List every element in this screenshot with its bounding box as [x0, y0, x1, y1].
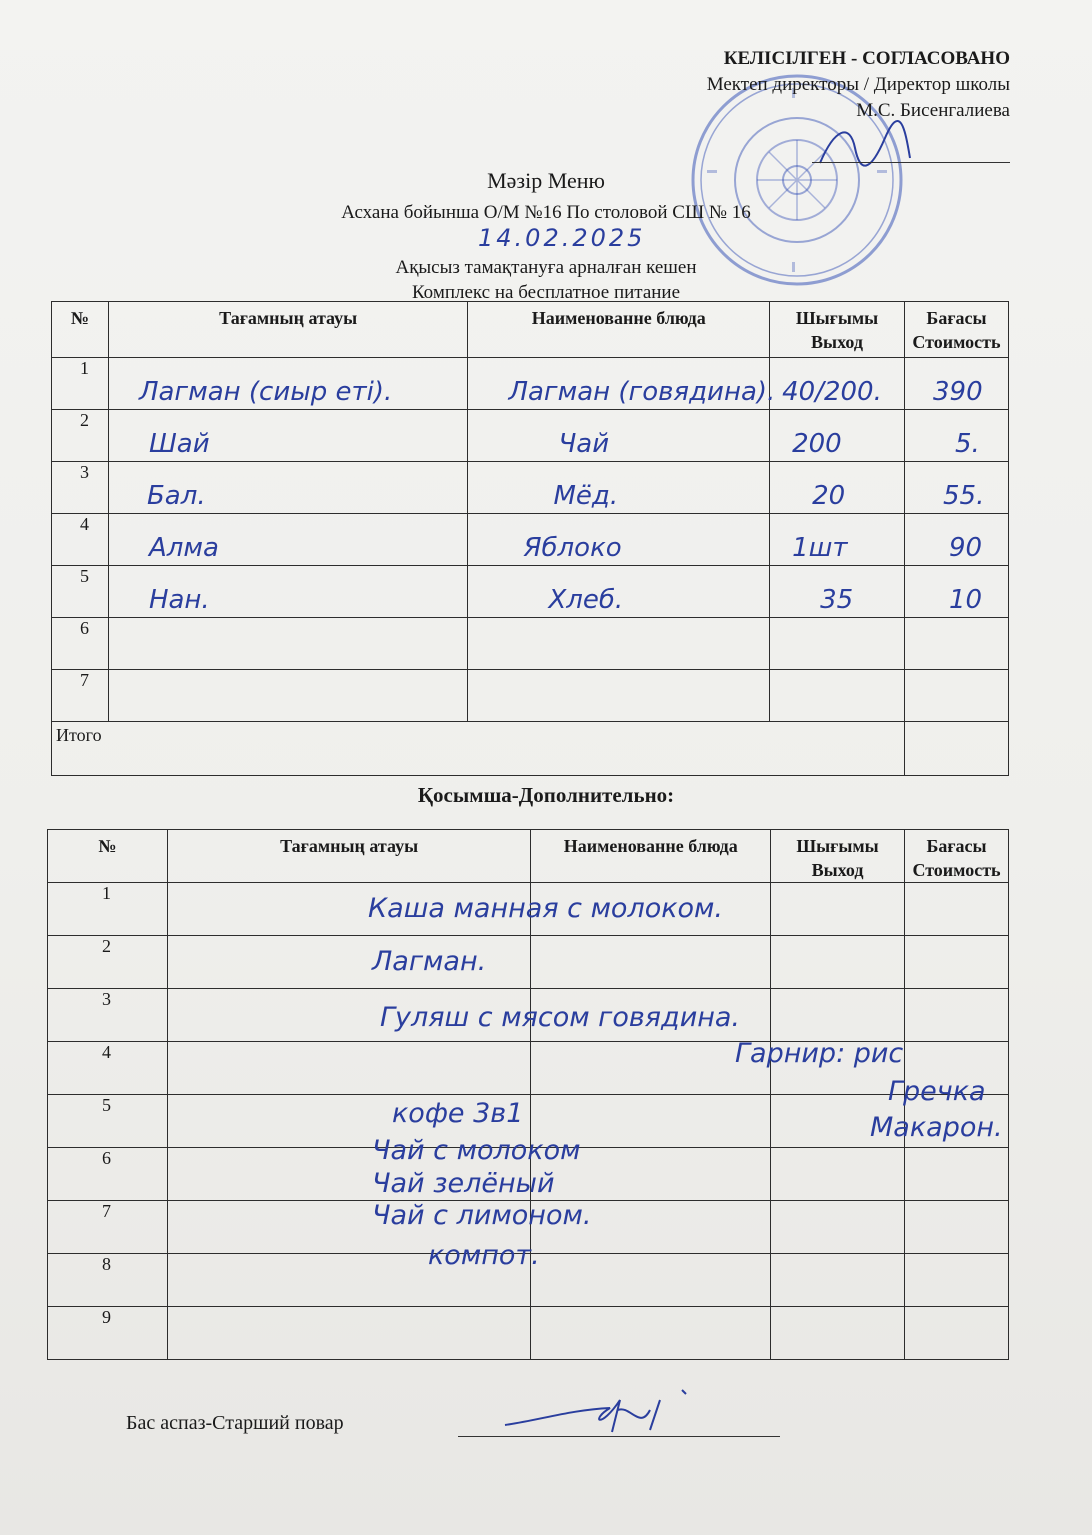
cell-name-kz — [108, 566, 467, 618]
approval-position: Мектеп директоры / Директор школы — [706, 74, 1010, 95]
handwritten-text: Алма — [148, 533, 219, 563]
row-number: 3 — [48, 989, 168, 1042]
row-number: 1 — [48, 883, 168, 936]
row-number: 7 — [52, 670, 109, 722]
cell — [531, 1307, 771, 1360]
cell — [905, 1148, 1009, 1201]
page-subtitle: Асхана бойынша О/М №16 По столовой СШ № 16 — [341, 202, 751, 223]
handwritten-text: Гречка — [888, 1076, 986, 1107]
cell-yield — [770, 566, 905, 618]
cell-price — [904, 358, 1008, 410]
header-yield: Шығымы Выход — [770, 302, 905, 358]
cell — [905, 1254, 1009, 1307]
chef-signature — [500, 1380, 720, 1440]
cell-price — [904, 670, 1008, 722]
page-title: Мәзір Меню — [487, 168, 605, 193]
handwritten-text: Макарон. — [870, 1112, 1003, 1143]
header-name-kz: Тағамның атауы — [167, 830, 530, 883]
cell-name-kz — [108, 618, 467, 670]
header-name-ru: Наименованне блюда — [531, 830, 771, 883]
row-number: 4 — [52, 514, 109, 566]
handwritten-text: 5. — [954, 429, 980, 459]
handwritten-text: Чай — [558, 429, 610, 459]
header-yield: Шығымы Выход — [771, 830, 905, 883]
header-name-kz: Тағамның атауы — [108, 302, 467, 358]
header-price: Бағасы Стоимость — [904, 302, 1008, 358]
total-row — [52, 722, 1009, 776]
cell — [905, 936, 1009, 989]
handwritten-text: Нан. — [148, 585, 210, 615]
row-number: 3 — [52, 462, 109, 514]
row-number: 2 — [48, 936, 168, 989]
table-row — [52, 358, 1009, 410]
handwritten-text: Гуляш с мясом говядина. — [380, 1002, 741, 1033]
cell-yield — [770, 358, 905, 410]
cell-yield — [770, 410, 905, 462]
total-value — [904, 722, 1008, 776]
handwritten-text: 40/200. — [782, 377, 882, 407]
cell-name-ru — [468, 410, 770, 462]
cell — [771, 989, 905, 1042]
row-number: 4 — [48, 1042, 168, 1095]
table-row — [52, 566, 1009, 618]
row-number: 2 — [52, 410, 109, 462]
table-row — [48, 1307, 1009, 1360]
handwritten-text: кофе 3в1 — [392, 1098, 524, 1129]
handwritten-text: компот. — [428, 1240, 540, 1271]
handwritten-text: 390 — [932, 377, 983, 407]
cell — [771, 1148, 905, 1201]
header-num: № — [48, 830, 168, 883]
table-row — [52, 514, 1009, 566]
footer-label: Бас аспаз-Старший повар — [126, 1412, 344, 1434]
handwritten-text: 90 — [948, 533, 983, 563]
table-row — [52, 410, 1009, 462]
approval-name: М.С. Бисенгалиева — [856, 100, 1010, 121]
approval-block — [707, 46, 1010, 124]
complex-title-ru: Комплекс на бесплатное питание — [411, 282, 681, 303]
cell — [771, 1254, 905, 1307]
handwritten-text: Шай — [148, 429, 210, 459]
handwritten-text: Гарнир: рис — [735, 1038, 904, 1069]
cell — [167, 1307, 530, 1360]
cell — [771, 883, 905, 936]
cell-name-kz — [108, 462, 467, 514]
cell-price — [904, 410, 1008, 462]
cell — [531, 1254, 771, 1307]
table-header-row — [48, 830, 1009, 883]
row-number: 9 — [48, 1307, 168, 1360]
handwritten-text: Лагман (говядина). — [508, 377, 776, 407]
handwritten-text: Чай с молоком — [372, 1135, 581, 1166]
cell-yield — [770, 670, 905, 722]
row-number: 7 — [48, 1201, 168, 1254]
table-row — [52, 670, 1009, 722]
cell-yield — [770, 462, 905, 514]
header-name-ru: Наименованне блюда — [468, 302, 770, 358]
handwritten-text: 20 — [812, 481, 846, 511]
cell — [531, 936, 771, 989]
cell-yield — [770, 618, 905, 670]
table-row — [52, 462, 1009, 514]
row-number: 5 — [52, 566, 109, 618]
cell-name-ru — [468, 462, 770, 514]
main-menu-table — [51, 301, 1009, 776]
approval-title: КЕЛІСІЛГЕН - СОГЛАСОВАНО — [723, 48, 1010, 69]
cell — [771, 936, 905, 989]
cell-yield — [770, 514, 905, 566]
handwritten-text: 200 — [792, 429, 842, 459]
total-label: Итого — [52, 722, 905, 776]
cell-name-ru — [468, 670, 770, 722]
cell-price — [904, 566, 1008, 618]
cell-price — [904, 618, 1008, 670]
handwritten-text: 55. — [942, 481, 985, 511]
handwritten-text: Яблоко — [523, 533, 622, 563]
cell-name-ru — [468, 618, 770, 670]
table-header-row — [52, 302, 1009, 358]
cell — [905, 1307, 1009, 1360]
cell-name-kz — [108, 670, 467, 722]
handwritten-text: Бал. — [146, 481, 206, 511]
cell-price — [904, 514, 1008, 566]
cell — [771, 1307, 905, 1360]
row-number: 5 — [48, 1095, 168, 1148]
cell-name-kz — [108, 358, 467, 410]
handwritten-text: 10 — [948, 585, 983, 615]
header-num: № — [52, 302, 109, 358]
cell-price — [904, 462, 1008, 514]
handwritten-text: 1шт — [792, 533, 848, 563]
handwritten-text: Лагман. — [372, 946, 487, 977]
cell-name-ru — [468, 566, 770, 618]
table-row — [48, 936, 1009, 989]
director-signature-line — [812, 162, 1010, 163]
handwritten-text: Лагман (сиыр еті). — [138, 377, 393, 407]
cell-name-ru — [468, 514, 770, 566]
extra-section-title: Қосымша-Дополнительно: — [417, 783, 675, 807]
row-number: 8 — [48, 1254, 168, 1307]
row-number: 6 — [48, 1148, 168, 1201]
handwritten-text: Мёд. — [553, 481, 619, 511]
cell — [905, 989, 1009, 1042]
handwritten-text: Хлеб. — [548, 585, 624, 615]
row-number: 1 — [52, 358, 109, 410]
cell-name-ru — [468, 358, 776, 410]
complex-title-kz: Ақысыз тамақтануға арналған кешен — [395, 257, 697, 278]
cell — [167, 1042, 530, 1095]
cell — [771, 1201, 905, 1254]
handwritten-text: Чай зелёный — [372, 1168, 555, 1199]
handwritten-text: Чай с лимоном. — [372, 1200, 592, 1231]
handwritten-text: 35 — [820, 585, 854, 615]
cell — [905, 1201, 1009, 1254]
table-row — [52, 618, 1009, 670]
cell — [905, 883, 1009, 936]
chef-signature-line — [458, 1436, 780, 1437]
row-number: 6 — [52, 618, 109, 670]
handwritten-text: Каша манная с молоком. — [368, 893, 724, 924]
cell-name-kz — [108, 514, 467, 566]
header-price: Бағасы Стоимость — [905, 830, 1009, 883]
handwritten-date: 14.02.2025 — [478, 224, 646, 252]
cell-name-kz — [108, 410, 467, 462]
